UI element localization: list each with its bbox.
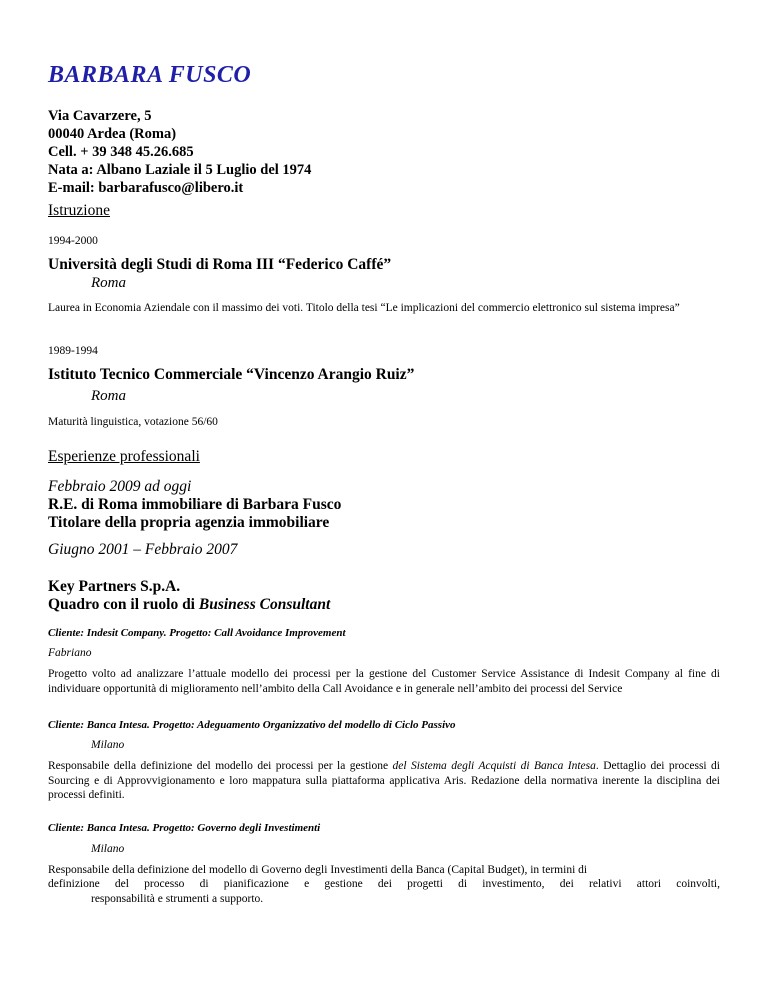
job-dates: Febbraio 2009 ad oggi [48, 478, 192, 495]
job-role: Titolare della propria agenzia immobiliare [48, 514, 330, 531]
contact-birth: Nata a: Albano Laziale il 5 Luglio del 1974 [48, 162, 312, 178]
project-description-line: definizione del processo di pianificazione e gestione dei progetti di investimento, dei relativi attori coinvolti, [48, 878, 720, 890]
education-description: Laurea in Economia Aziendale con il massimo dei voti. Titolo della tesi “Le implicazioni del commercio elettronico sul sistema impresa” [48, 302, 680, 314]
project-city: Milano [91, 739, 125, 751]
contact-city: 00040 Ardea (Roma) [48, 126, 177, 142]
project-description-emphasis: del Sistema degli Acquisti di Banca Intesa [392, 760, 596, 772]
project-description-text: Responsabile della definizione del modello dei processi per la gestione [48, 760, 393, 772]
education-dates: 1989-1994 [48, 345, 98, 357]
project-city: Milano [91, 843, 125, 855]
job-role-title: Business Consultant [198, 596, 331, 613]
section-heading-education: Istruzione [48, 202, 110, 219]
education-city: Roma [91, 388, 126, 404]
project-description-text: . Dettaglio dei processi di Sourcing e di Approvvigionamento e loro mappatura sulla piattaforma applicativa Aris. Redazione della normativa inerente la disciplina dei processi definiti. [48, 760, 720, 801]
job-company: R.E. di Roma immobiliare di Barbara Fusco [48, 496, 342, 513]
job-role [48, 596, 330, 614]
job-company: Key Partners S.p.A. [48, 578, 181, 595]
project-description-line: Responsabile della definizione del modello di Governo degli Investimenti della Banca (Capital Budget), in termini di [48, 864, 588, 876]
project-city: Fabriano [48, 647, 92, 659]
job-dates: Giugno 2001 – Febbraio 2007 [48, 541, 238, 558]
education-description: Maturità linguistica, votazione 56/60 [48, 416, 218, 428]
contact-phone: Cell. + 39 348 45.26.685 [48, 144, 194, 160]
project-description [48, 759, 720, 803]
project-description: Progetto volto ad analizzare l’attuale modello dei processi per la gestione del Customer Service Assistance di Indesit Company al fine di individuare opportunità di miglioramento nell’ambito della Call Avoidance e in generale nell’ambito dei processi del Service [48, 668, 720, 695]
contact-address: Via Cavarzere, 5 [48, 108, 152, 124]
project-client: Cliente: Indesit Company. Progetto: Call Avoidance Improvement [48, 627, 346, 639]
cv-name: BARBARA FUSCO [48, 62, 252, 88]
education-dates: 1994-2000 [48, 235, 98, 247]
job-role-text: Quadro con il ruolo di [48, 596, 199, 613]
contact-email: E-mail: barbarafusco@libero.it [48, 180, 244, 196]
project-client: Cliente: Banca Intesa. Progetto: Adeguamento Organizzativo del modello di Ciclo Passivo [48, 719, 456, 731]
education-city: Roma [91, 275, 126, 291]
education-institution: Università degli Studi di Roma III “Federico Caffé” [48, 256, 392, 273]
project-description-line: responsabilità e strumenti a supporto. [91, 893, 264, 905]
project-client: Cliente: Banca Intesa. Progetto: Governo degli Investimenti [48, 822, 321, 834]
section-heading-experience: Esperienze professionali [48, 448, 200, 465]
education-institution: Istituto Tecnico Commerciale “Vincenzo Arangio Ruiz” [48, 366, 415, 383]
